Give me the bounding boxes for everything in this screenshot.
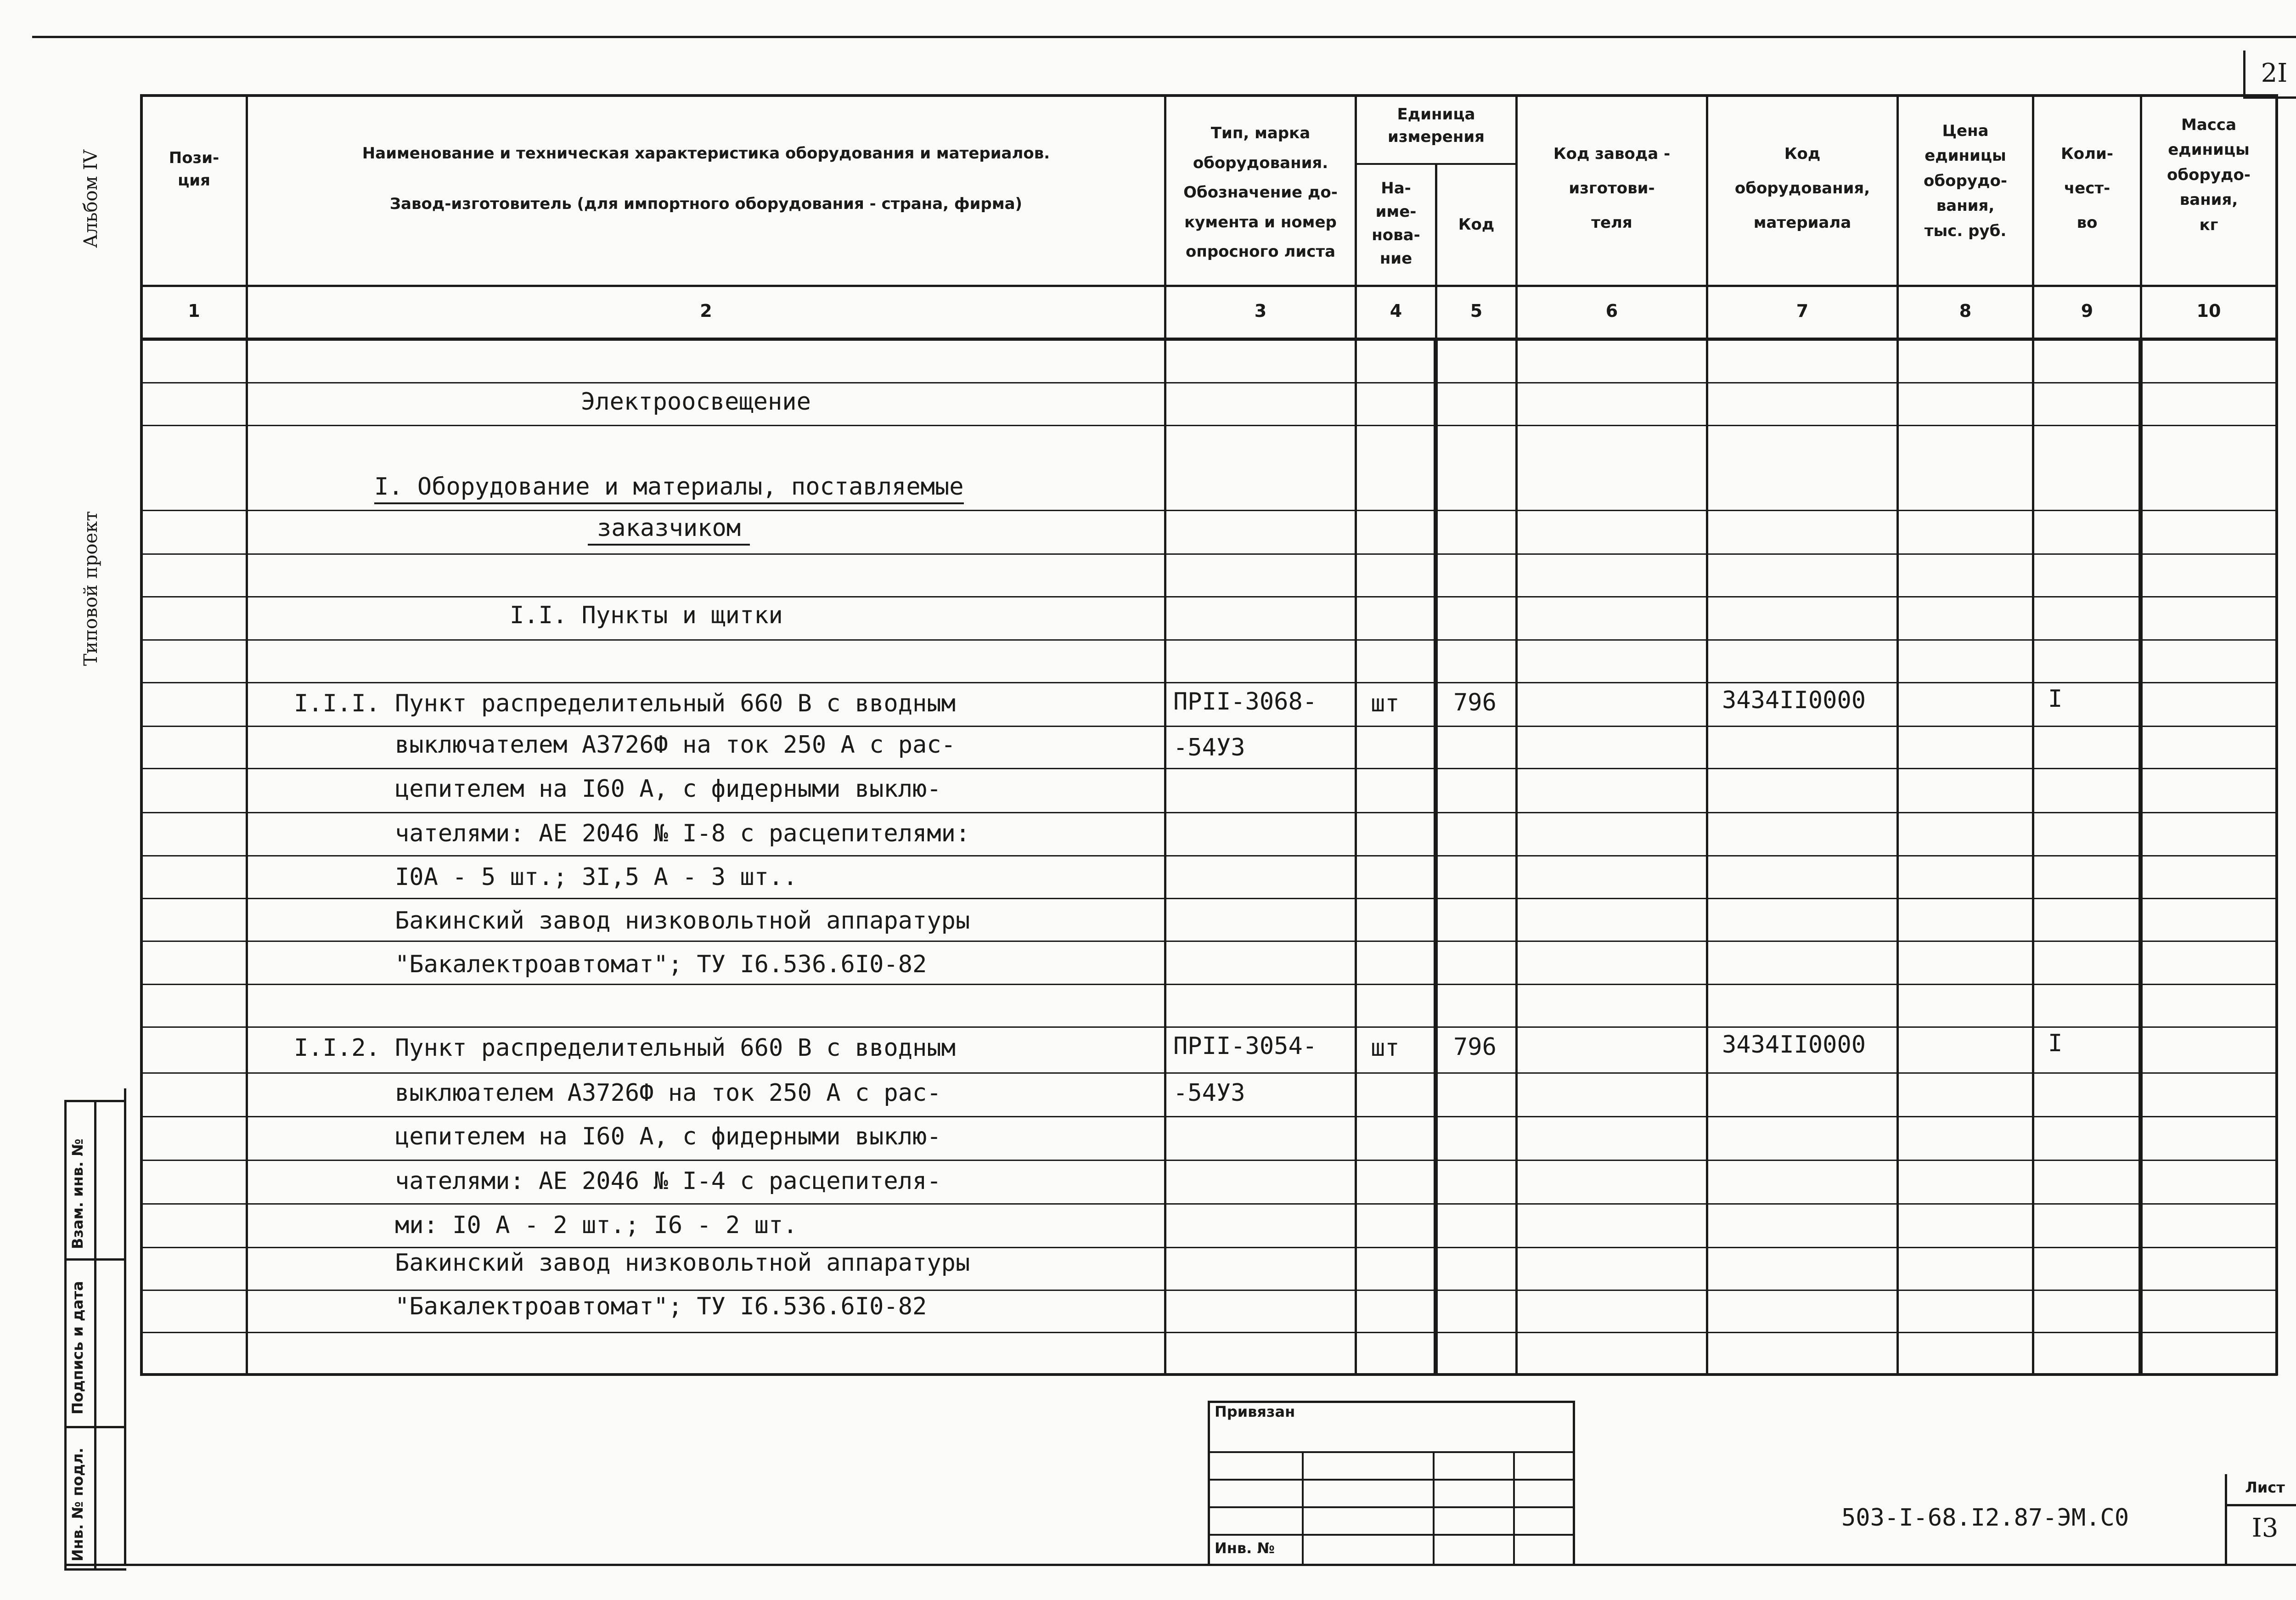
header-col1: Пози- ция [169, 149, 219, 190]
project-label: Типовой проект [80, 511, 101, 666]
item-1-position: I.I.I. [294, 690, 380, 717]
page-number-box [2243, 51, 2296, 99]
item-1-line: Бакинский завод низковольтной аппаратуры [395, 907, 970, 935]
item-1-type-cont: -54У3 [1173, 734, 1245, 761]
document-code: 503-I-68.I2.87-ЭМ.С0 [1841, 1504, 2129, 1532]
item-2-line: "Бакалектроавтомат"; ТУ I6.536.6I0-82 [395, 1293, 927, 1320]
item-1-line: I0А - 5 шт.; 3I,5 А - 3 шт.. [395, 863, 798, 891]
item-2-unit: шт [1371, 1034, 1400, 1062]
colnum-10: 10 [2196, 301, 2221, 321]
header-col2-line1: Наименование и техническая характеристика оборудования и материалов. [362, 144, 1050, 163]
header-col10: Масса единицы оборудо- вания, кг [2167, 116, 2251, 234]
header-col8: Цена единицы оборудо- вания, тыс. руб. [1924, 122, 2007, 240]
stamp-inv-orig: Инв. № подл. [69, 1448, 86, 1561]
header-col4: На- име- нова- ние [1372, 179, 1420, 268]
subsection-1-line1: I. Оборудование и материалы, поставляемые [374, 473, 964, 504]
item-1-equip-code: 3434II0000 [1722, 687, 1866, 714]
item-2-equip-code: 3434II0000 [1722, 1031, 1866, 1059]
colnum-4: 4 [1390, 301, 1402, 321]
inv-no-label: Инв. № [1215, 1539, 1275, 1557]
item-1-line: Пункт распределительный 660 В с вводным [395, 690, 956, 717]
album-label: Альбом IV [80, 149, 101, 248]
header-col6: Код завода - изготови- теля [1553, 145, 1671, 232]
sheet-number: I3 [2251, 1513, 2279, 1543]
header-col3: Тип, марка оборудования. Обозначение до- кумента и номер опросного листа [1183, 124, 1338, 261]
colnum-2: 2 [700, 301, 712, 321]
item-1-qty: I [2048, 685, 2063, 713]
item-1-line: цепителем на I60 А, с фидерными выклю- [395, 775, 941, 803]
item-2-line: чателями: АЕ 2046 № I-4 с расцепителя- [395, 1167, 941, 1195]
stamp-sign-date: Подпись и дата [69, 1281, 86, 1414]
header-col7: Код оборудования, материала [1734, 145, 1870, 232]
sheet-box [2225, 1474, 2296, 1564]
item-2-qty: I [2048, 1030, 2063, 1057]
bottom-border [64, 1564, 2296, 1566]
item-1-line: чателями: АЕ 2046 № I-8 с расцепителями: [395, 820, 970, 847]
item-2-type-cont: -54У3 [1173, 1079, 1245, 1107]
item-2-position: I.I.2. [294, 1034, 380, 1062]
item-2-line: цепителем на I60 А, с фидерными выклю- [395, 1123, 941, 1150]
item-2-unit-code: 796 [1453, 1033, 1497, 1061]
colnum-7: 7 [1796, 301, 1809, 321]
item-1-type: ПРII-3068- [1173, 688, 1317, 715]
item-1-unit: шт [1371, 690, 1400, 717]
header-col2-line2: Завод-изготовитель (для импортного оборудования - страна, фирма) [389, 195, 1023, 213]
item-1-line: "Бакалектроавтомат"; ТУ I6.536.6I0-82 [395, 951, 927, 978]
colnum-1: 1 [188, 301, 200, 321]
header-unit-group: Единица измерения [1388, 105, 1485, 146]
page-number: 2I [2261, 58, 2288, 88]
colnum-9: 9 [2081, 301, 2093, 321]
header-col9: Коли- чест- во [2061, 145, 2113, 232]
item-2-line: выклюателем А3726Ф на ток 250 А с рас- [395, 1079, 941, 1107]
item-2-line: ми: I0 А - 2 шт.; I6 - 2 шт. [395, 1211, 798, 1239]
colnum-8: 8 [1959, 301, 1972, 321]
section-title: Электроосвещение [581, 388, 811, 416]
header-col5: Код [1458, 215, 1495, 234]
colnum-3: 3 [1254, 301, 1267, 321]
item-2-line: Бакинский завод низковольтной аппаратуры [395, 1249, 970, 1277]
bound-label: Привязан [1215, 1403, 1295, 1420]
item-2-line: Пункт распределительный 660 В с вводным [395, 1034, 956, 1062]
sheet-label: Лист [2245, 1479, 2285, 1496]
stamp-replace-inv: Взам. инв. № [69, 1138, 86, 1249]
colnum-6: 6 [1605, 301, 1618, 321]
item-2-type: ПРII-3054- [1173, 1032, 1317, 1060]
subsection-1-line2: заказчиком [588, 514, 750, 546]
subsection-2: I.I. Пункты и щитки [510, 602, 783, 629]
top-rule [32, 36, 2296, 38]
colnum-5: 5 [1470, 301, 1483, 321]
item-1-line: выключателем А3726Ф на ток 250 А с рас- [395, 731, 956, 759]
item-1-unit-code: 796 [1453, 689, 1497, 716]
